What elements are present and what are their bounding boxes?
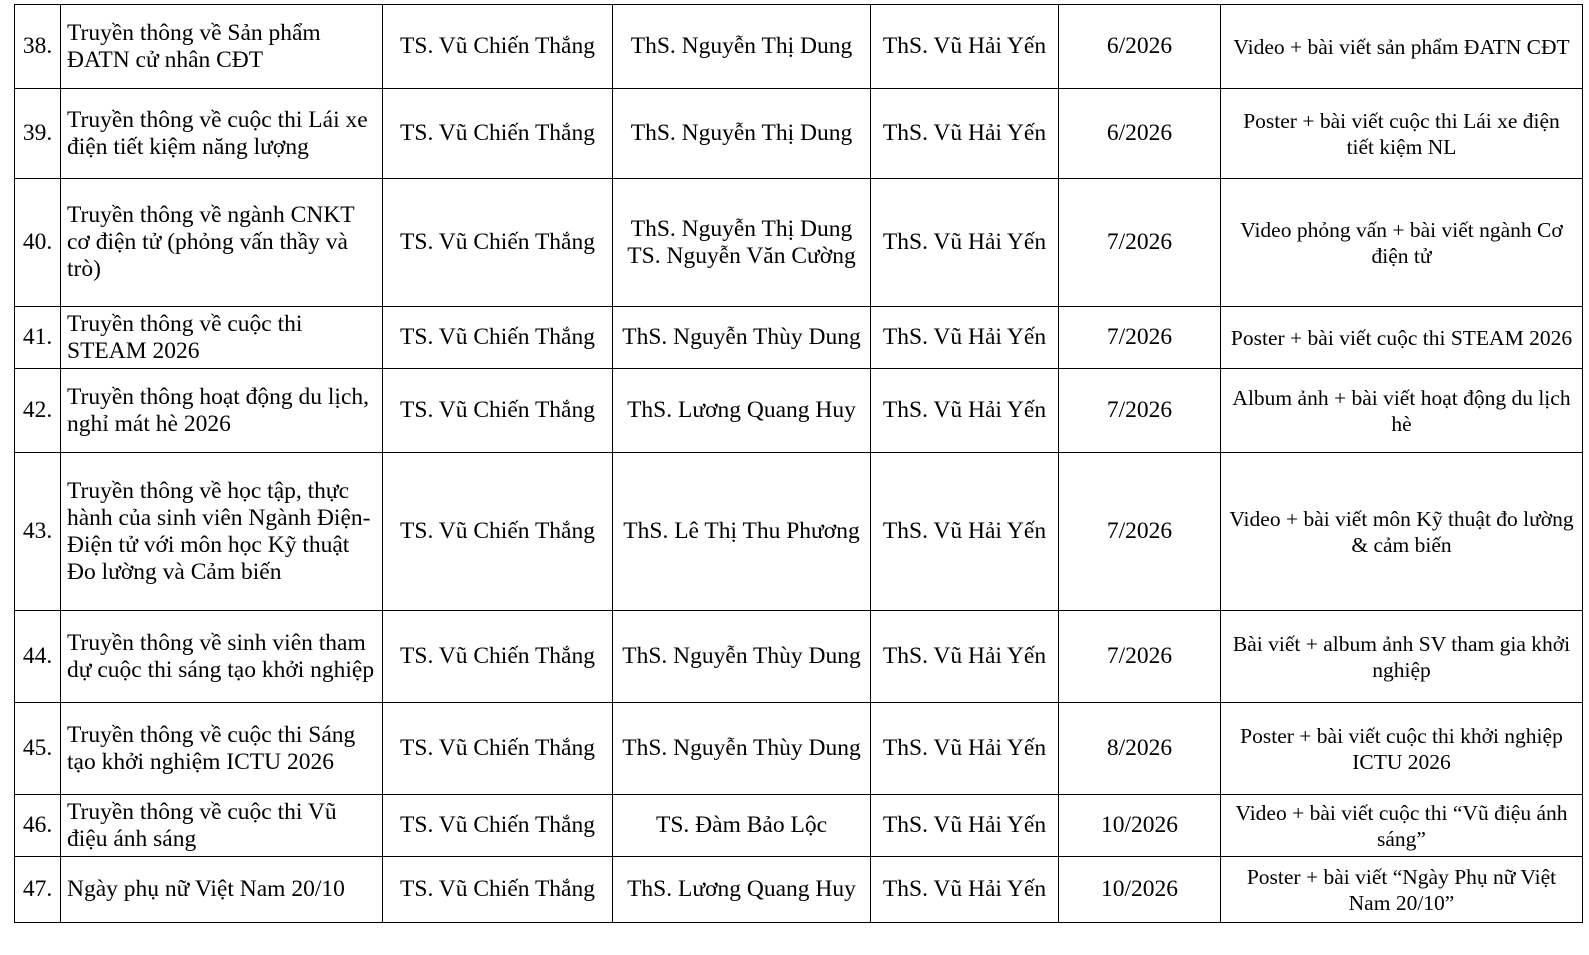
- staff-person: [613, 795, 871, 857]
- support-person: ThS. Vũ Hải Yến: [871, 179, 1059, 307]
- row-number: 42.: [15, 369, 61, 453]
- task-name: Truyền thông hoạt động du lịch, nghỉ mát hè 2026: [61, 369, 383, 453]
- chief-person: TS. Vũ Chiến Thắng: [383, 5, 613, 89]
- chief-person: TS. Vũ Chiến Thắng: [383, 857, 613, 923]
- support-person: ThS. Vũ Hải Yến: [871, 453, 1059, 611]
- table-row: [15, 453, 1583, 611]
- table-row: [15, 179, 1583, 307]
- task-name: Truyền thông về cuộc thi STEAM 2026: [61, 307, 383, 369]
- product-description: Poster + bài viết “Ngày Phụ nữ Việt Nam 20/10”: [1221, 857, 1583, 923]
- product-description: Video + bài viết môn Kỹ thuật đo lường & cảm biến: [1221, 453, 1583, 611]
- table-row: [15, 857, 1583, 923]
- row-number: 43.: [15, 453, 61, 611]
- time-period: 7/2026: [1059, 307, 1221, 369]
- row-number: 39.: [15, 89, 61, 179]
- product-description: Video phỏng vấn + bài viết ngành Cơ điện tử: [1221, 179, 1583, 307]
- support-person: ThS. Vũ Hải Yến: [871, 703, 1059, 795]
- table-row: [15, 89, 1583, 179]
- staff-name: ThS. Nguyễn Thùy Dung: [622, 735, 861, 761]
- task-name: Truyền thông về sinh viên tham dự cuộc thi sáng tạo khởi nghiệp: [61, 611, 383, 703]
- staff-name: ThS. Nguyễn Thị Dung: [630, 33, 853, 59]
- chief-person: TS. Vũ Chiến Thắng: [383, 179, 613, 307]
- table-row: [15, 611, 1583, 703]
- task-name: Truyền thông về cuộc thi Lái xe điện tiết kiệm năng lượng: [61, 89, 383, 179]
- table-row: [15, 795, 1583, 857]
- row-number: 44.: [15, 611, 61, 703]
- staff-person: [613, 453, 871, 611]
- table-row: [15, 703, 1583, 795]
- table-body: [15, 5, 1583, 923]
- support-person: ThS. Vũ Hải Yến: [871, 611, 1059, 703]
- chief-person: TS. Vũ Chiến Thắng: [383, 307, 613, 369]
- product-description: Video + bài viết sản phẩm ĐATN CĐT: [1221, 5, 1583, 89]
- task-name: Truyền thông về cuộc thi Sáng tạo khởi nghiệm ICTU 2026: [61, 703, 383, 795]
- product-description: Poster + bài viết cuộc thi Lái xe điện tiết kiệm NL: [1221, 89, 1583, 179]
- staff-name: TS. Đàm Bảo Lộc: [656, 812, 827, 838]
- time-period: 6/2026: [1059, 5, 1221, 89]
- row-number: 40.: [15, 179, 61, 307]
- chief-person: TS. Vũ Chiến Thắng: [383, 369, 613, 453]
- table-row: [15, 307, 1583, 369]
- time-period: 7/2026: [1059, 179, 1221, 307]
- row-number: 38.: [15, 5, 61, 89]
- chief-person: TS. Vũ Chiến Thắng: [383, 89, 613, 179]
- task-name: Truyền thông về cuộc thi Vũ điệu ánh sáng: [61, 795, 383, 857]
- staff-person: [613, 307, 871, 369]
- staff-name: ThS. Lương Quang Huy: [627, 876, 856, 902]
- staff-person: [613, 89, 871, 179]
- staff-name: ThS. Nguyễn Thùy Dung: [622, 643, 861, 669]
- time-period: 6/2026: [1059, 89, 1221, 179]
- row-number: 46.: [15, 795, 61, 857]
- table-row: [15, 369, 1583, 453]
- product-description: Poster + bài viết cuộc thi khởi nghiệp ICTU 2026: [1221, 703, 1583, 795]
- task-name: Truyền thông về Sản phẩm ĐATN cử nhân CĐT: [61, 5, 383, 89]
- time-period: 7/2026: [1059, 611, 1221, 703]
- support-person: ThS. Vũ Hải Yến: [871, 89, 1059, 179]
- time-period: 7/2026: [1059, 453, 1221, 611]
- staff-name: ThS. Nguyễn Thị Dung: [630, 215, 853, 242]
- support-person: ThS. Vũ Hải Yến: [871, 795, 1059, 857]
- staff-person: [613, 369, 871, 453]
- support-person: ThS. Vũ Hải Yến: [871, 857, 1059, 923]
- row-number: 45.: [15, 703, 61, 795]
- time-period: 10/2026: [1059, 857, 1221, 923]
- chief-person: TS. Vũ Chiến Thắng: [383, 795, 613, 857]
- support-person: ThS. Vũ Hải Yến: [871, 307, 1059, 369]
- staff-person: [613, 857, 871, 923]
- staff-person: [613, 611, 871, 703]
- chief-person: TS. Vũ Chiến Thắng: [383, 703, 613, 795]
- row-number: 41.: [15, 307, 61, 369]
- task-name: Truyền thông về học tập, thực hành của sinh viên Ngành Điện-Điện tử với môn học Kỹ thuật Đo lường và Cảm biến: [61, 453, 383, 611]
- time-period: 10/2026: [1059, 795, 1221, 857]
- support-person: ThS. Vũ Hải Yến: [871, 369, 1059, 453]
- chief-person: TS. Vũ Chiến Thắng: [383, 611, 613, 703]
- time-period: 7/2026: [1059, 369, 1221, 453]
- table-row: [15, 5, 1583, 89]
- time-period: 8/2026: [1059, 703, 1221, 795]
- product-description: Bài viết + album ảnh SV tham gia khởi nghiệp: [1221, 611, 1583, 703]
- staff-name: ThS. Lê Thị Thu Phương: [623, 518, 860, 544]
- task-name: Truyền thông về ngành CNKT cơ điện tử (phỏng vấn thầy và trò): [61, 179, 383, 307]
- staff-name: ThS. Nguyễn Thùy Dung: [622, 324, 861, 350]
- row-number: 47.: [15, 857, 61, 923]
- communication-plan-table: [14, 4, 1583, 923]
- staff-name: TS. Nguyễn Văn Cường: [627, 242, 856, 269]
- task-name: Ngày phụ nữ Việt Nam 20/10: [61, 857, 383, 923]
- staff-person: [613, 5, 871, 89]
- staff-name: ThS. Lương Quang Huy: [627, 397, 856, 423]
- chief-person: TS. Vũ Chiến Thắng: [383, 453, 613, 611]
- staff-person: [613, 179, 871, 307]
- staff-name: ThS. Nguyễn Thị Dung: [630, 120, 853, 146]
- product-description: Poster + bài viết cuộc thi STEAM 2026: [1221, 307, 1583, 369]
- product-description: Video + bài viết cuộc thi “Vũ điệu ánh sáng”: [1221, 795, 1583, 857]
- support-person: ThS. Vũ Hải Yến: [871, 5, 1059, 89]
- staff-person: [613, 703, 871, 795]
- product-description: Album ảnh + bài viết hoạt động du lịch hè: [1221, 369, 1583, 453]
